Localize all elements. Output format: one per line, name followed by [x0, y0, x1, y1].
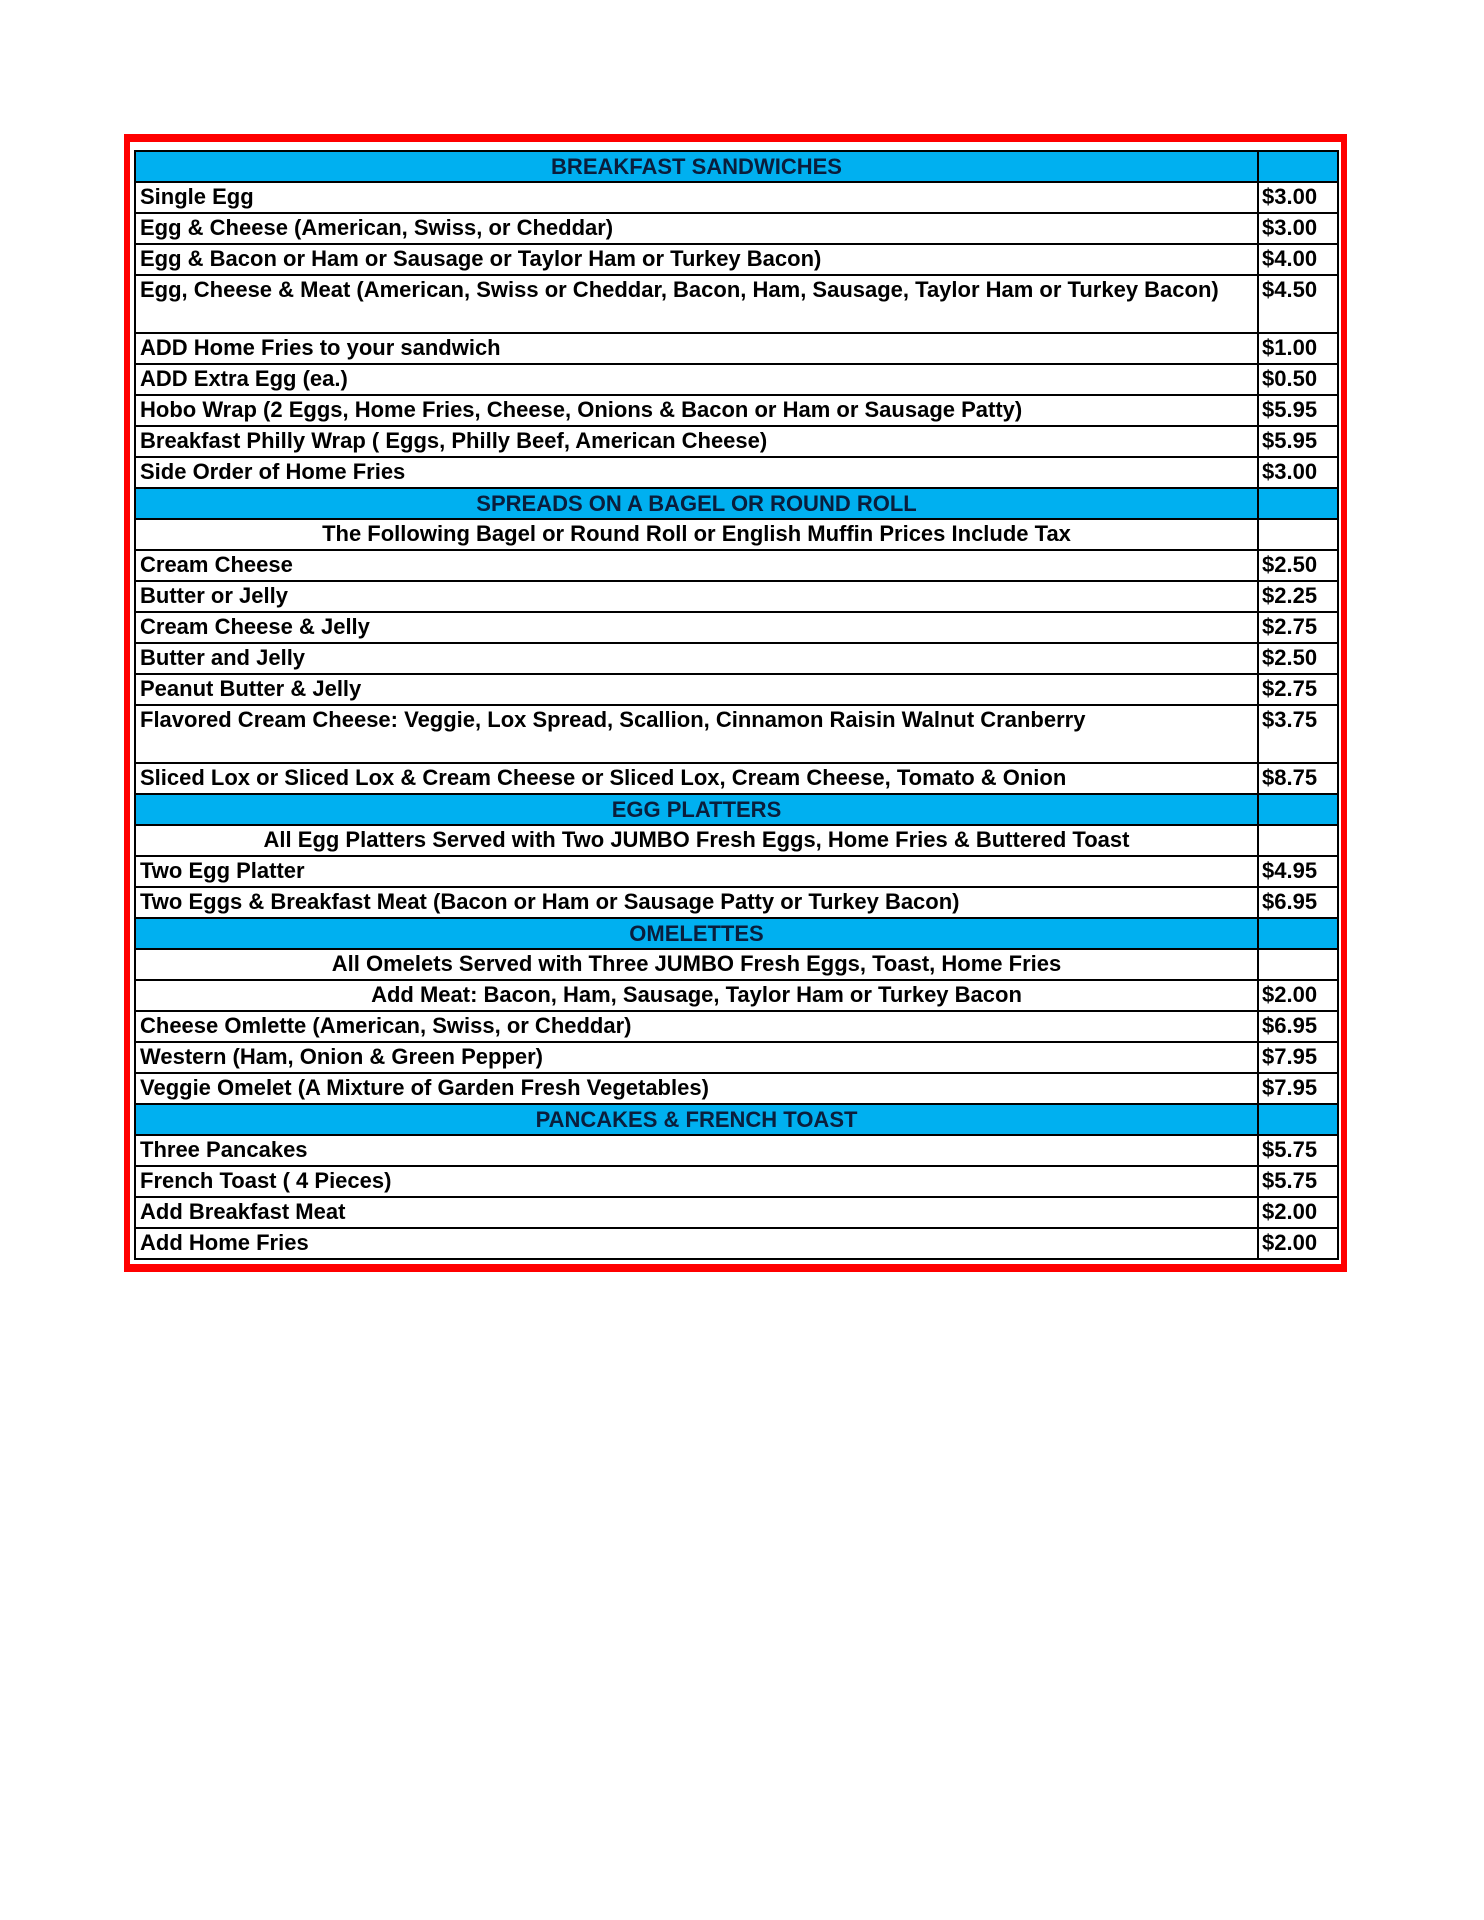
- item-price: $7.95: [1258, 1042, 1338, 1073]
- menu-row: [135, 426, 1338, 457]
- menu-row: [135, 395, 1338, 426]
- item-name: Cheese Omlette (American, Swiss, or Cheddar): [135, 1011, 1258, 1042]
- item-name: Butter or Jelly: [135, 581, 1258, 612]
- note-text: All Egg Platters Served with Two JUMBO Fresh Eggs, Home Fries & Buttered Toast: [135, 825, 1258, 856]
- item-price: $4.00: [1258, 244, 1338, 275]
- menu-row: [135, 1135, 1338, 1166]
- item-price: $5.75: [1258, 1135, 1338, 1166]
- item-name: ADD Extra Egg (ea.): [135, 364, 1258, 395]
- item-price: $7.95: [1258, 1073, 1338, 1104]
- item-price: $4.95: [1258, 856, 1338, 887]
- item-price: $2.75: [1258, 612, 1338, 643]
- item-price: $2.75: [1258, 674, 1338, 705]
- menu-row-addon: [135, 980, 1338, 1011]
- item-price: $2.00: [1258, 1197, 1338, 1228]
- menu-row: [135, 182, 1338, 213]
- menu-row: [135, 213, 1338, 244]
- section-title: PANCAKES & FRENCH TOAST: [135, 1104, 1258, 1135]
- section-header-egg-platters: [135, 794, 1338, 825]
- item-price: $2.00: [1258, 980, 1338, 1011]
- menu-row: [135, 705, 1338, 763]
- item-price: $2.50: [1258, 643, 1338, 674]
- item-name: Add Meat: Bacon, Ham, Sausage, Taylor Ham or Turkey Bacon: [135, 980, 1258, 1011]
- item-price: $4.50: [1258, 275, 1338, 333]
- item-name: Cream Cheese & Jelly: [135, 612, 1258, 643]
- menu-row: [135, 763, 1338, 794]
- section-note: [135, 949, 1338, 980]
- item-name: Veggie Omelet (A Mixture of Garden Fresh Vegetables): [135, 1073, 1258, 1104]
- item-name: Two Eggs & Breakfast Meat (Bacon or Ham or Sausage Patty or Turkey Bacon): [135, 887, 1258, 918]
- section-note: [135, 825, 1338, 856]
- menu-row: [135, 856, 1338, 887]
- item-name: Peanut Butter & Jelly: [135, 674, 1258, 705]
- item-price: $2.50: [1258, 550, 1338, 581]
- item-price: $6.95: [1258, 1011, 1338, 1042]
- item-price: $0.50: [1258, 364, 1338, 395]
- item-name: Side Order of Home Fries: [135, 457, 1258, 488]
- item-name: Hobo Wrap (2 Eggs, Home Fries, Cheese, Onions & Bacon or Ham or Sausage Patty): [135, 395, 1258, 426]
- section-header-pancakes: [135, 1104, 1338, 1135]
- item-name: Sliced Lox or Sliced Lox & Cream Cheese or Sliced Lox, Cream Cheese, Tomato & Onion: [135, 763, 1258, 794]
- section-note: [135, 519, 1338, 550]
- section-header-omelettes: [135, 918, 1338, 949]
- menu-row: [135, 244, 1338, 275]
- item-name: French Toast ( 4 Pieces): [135, 1166, 1258, 1197]
- item-price: $3.00: [1258, 213, 1338, 244]
- section-title: EGG PLATTERS: [135, 794, 1258, 825]
- item-price: $3.75: [1258, 705, 1338, 763]
- item-name: Add Breakfast Meat: [135, 1197, 1258, 1228]
- note-text: The Following Bagel or Round Roll or English Muffin Prices Include Tax: [135, 519, 1258, 550]
- menu-table: [134, 150, 1339, 1260]
- menu-row: [135, 1197, 1338, 1228]
- item-price: $2.00: [1258, 1228, 1338, 1259]
- menu-row: [135, 364, 1338, 395]
- item-name: Breakfast Philly Wrap ( Eggs, Philly Beef, American Cheese): [135, 426, 1258, 457]
- section-title: BREAKFAST SANDWICHES: [135, 151, 1258, 182]
- menu-row: [135, 1166, 1338, 1197]
- item-name: Flavored Cream Cheese: Veggie, Lox Spread, Scallion, Cinnamon Raisin Walnut Cranberry: [135, 705, 1258, 763]
- item-price: $5.75: [1258, 1166, 1338, 1197]
- item-name: Two Egg Platter: [135, 856, 1258, 887]
- item-name: Egg, Cheese & Meat (American, Swiss or Cheddar, Bacon, Ham, Sausage, Taylor Ham or Turkey Bacon): [135, 275, 1258, 333]
- menu-row: [135, 550, 1338, 581]
- item-name: Single Egg: [135, 182, 1258, 213]
- item-price: $2.25: [1258, 581, 1338, 612]
- menu-row: [135, 1073, 1338, 1104]
- item-name: Add Home Fries: [135, 1228, 1258, 1259]
- section-title: SPREADS ON A BAGEL OR ROUND ROLL: [135, 488, 1258, 519]
- note-text: All Omelets Served with Three JUMBO Fresh Eggs, Toast, Home Fries: [135, 949, 1258, 980]
- item-price: $5.95: [1258, 426, 1338, 457]
- section-header-spreads: [135, 488, 1338, 519]
- section-title: OMELETTES: [135, 918, 1258, 949]
- menu-row: [135, 1011, 1338, 1042]
- item-price: $3.00: [1258, 182, 1338, 213]
- menu-row: [135, 643, 1338, 674]
- item-name: Butter and Jelly: [135, 643, 1258, 674]
- item-price: $5.95: [1258, 395, 1338, 426]
- item-name: Western (Ham, Onion & Green Pepper): [135, 1042, 1258, 1073]
- menu-row: [135, 1042, 1338, 1073]
- menu-row: [135, 457, 1338, 488]
- menu-row: [135, 333, 1338, 364]
- menu-row: [135, 581, 1338, 612]
- item-price: $3.00: [1258, 457, 1338, 488]
- item-price: $1.00: [1258, 333, 1338, 364]
- item-name: ADD Home Fries to your sandwich: [135, 333, 1258, 364]
- item-name: Cream Cheese: [135, 550, 1258, 581]
- item-price: $8.75: [1258, 763, 1338, 794]
- menu-row: [135, 674, 1338, 705]
- menu-row: [135, 887, 1338, 918]
- menu-row: [135, 1228, 1338, 1259]
- item-price: $6.95: [1258, 887, 1338, 918]
- menu-row: [135, 275, 1338, 333]
- item-name: Three Pancakes: [135, 1135, 1258, 1166]
- item-name: Egg & Bacon or Ham or Sausage or Taylor Ham or Turkey Bacon): [135, 244, 1258, 275]
- section-header-breakfast-sandwiches: [135, 151, 1338, 182]
- menu-frame: [124, 134, 1347, 1272]
- menu-row: [135, 612, 1338, 643]
- item-name: Egg & Cheese (American, Swiss, or Cheddar): [135, 213, 1258, 244]
